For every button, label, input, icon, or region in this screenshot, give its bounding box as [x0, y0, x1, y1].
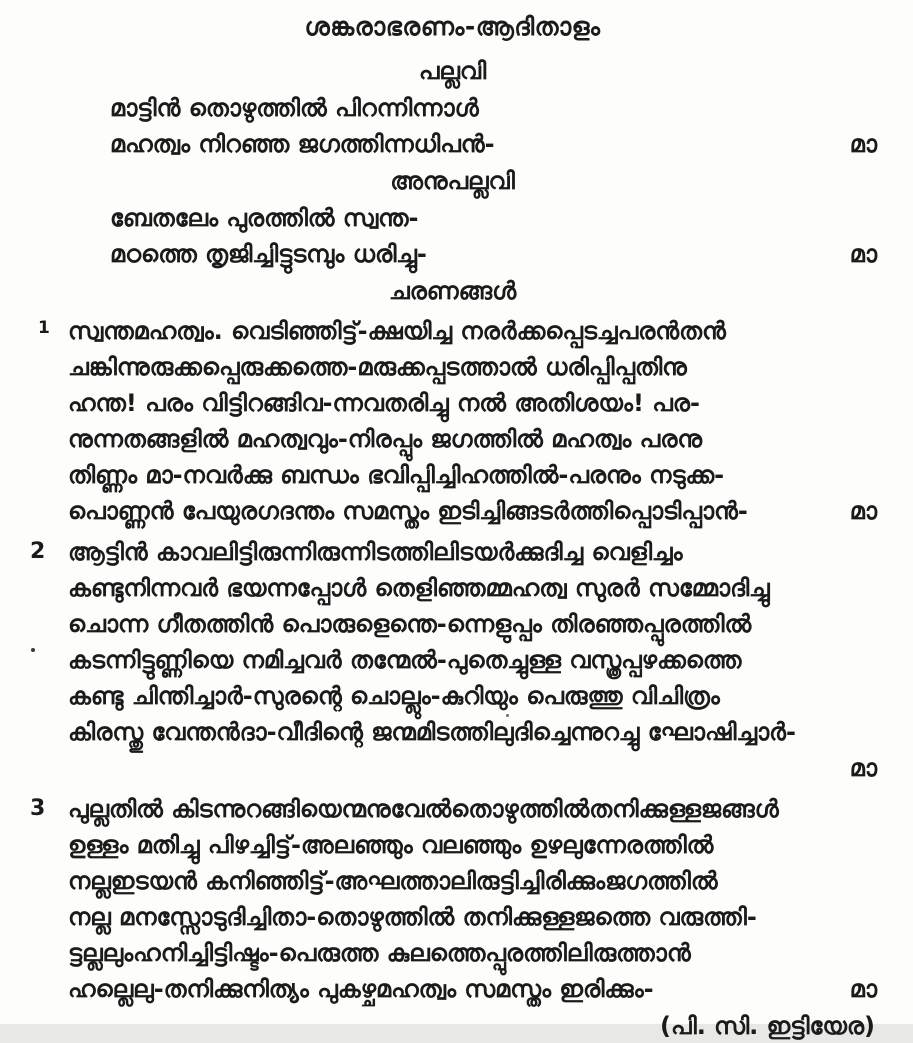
lyric-line: ഹന്ത! പരം വിട്ടിറങ്ങിവ-ന്നവതരിച്ചു നൽ അതിശയം! പര-	[68, 389, 700, 417]
lyric-line: മാട്ടിൻ തൊഴുത്തിൽ പിറന്നിന്നാൾ	[110, 94, 479, 122]
lyric-line	[110, 126, 877, 162]
lyric-line: കിരസ്തു വേന്തൻദാ-വീദിന്റെ ജന്മമിടത്തിലുദിച്ചെന്നുറച്ചു ഘോഷിച്ചാർ-	[68, 718, 796, 746]
verse-number: 1	[38, 318, 50, 338]
charanam-heading: ചരണങ്ങൾ	[388, 277, 517, 305]
verse-1	[28, 313, 877, 529]
page-title: ശങ്കരാഭരണം-ആദിതാളം	[304, 12, 601, 41]
lyric-text: മഠത്തെ തൃജിച്ചിട്ടുടമ്പും ധരിച്ചു-	[110, 240, 427, 268]
lyric-text: പൊണ്ണൻ പേയുരഗദന്തം സമസ്തം ഇടിച്ചിങ്ങടർത്തിപ്പൊടിപ്പാൻ-	[68, 497, 748, 525]
verse-number: 2	[30, 539, 46, 564]
lyric-line: ഉള്ളം മതിച്ചു പിഴച്ചിട്ട്-അലഞ്ഞും വലഞ്ഞും ഉഴലുന്നേരത്തിൽ	[68, 831, 714, 859]
lyric-line: കണ്ടുനിന്നവർ ഭയന്നപ്പോൾ തെളിഞ്ഞമ്മഹത്വ സുരർ സമ്മോദിച്ചു	[68, 574, 770, 602]
lyric-text: ഹല്ലെലു-തനിക്കുനിത്യം പുകഴ്ചമഹത്വം സമസ്തം ഇരിക്കും-	[68, 975, 654, 1003]
lyric-line: ചങ്കിന്നുരുക്കപ്പെരുക്കത്തെ-മരുക്കപ്പടത്താൽ ധരിപ്പിപ്പതിനു	[68, 353, 687, 381]
lyric-line	[68, 750, 877, 786]
verse-lines	[68, 313, 877, 529]
lyric-line: തിണ്ണം മാ-നവർക്കു ബന്ധം ഭവിപ്പിച്ചിഹത്തിൽ-പരനും നടുക്ക-	[68, 461, 725, 489]
verse-2	[28, 534, 877, 786]
scan-speck	[506, 714, 509, 717]
lyric-line: ആട്ടിൻ കാവലിട്ടിരുന്നിരുന്നിടത്തിലിടയർക്കുദിച്ച വെളിച്ചം	[68, 538, 683, 566]
refrain-marker: മാ	[849, 754, 877, 782]
lyric-line: നല്ല മനസ്സോടുദിച്ചിതാ-തൊഴുത്തിൽ തനിക്കുള്ളജത്തെ വരുത്തി-	[68, 903, 757, 931]
lyric-line: ചൊന്ന ഗീതത്തിൻ പൊരുളെന്തെ-ന്നെളുപ്പം തിരഞ്ഞപ്പുരത്തിൽ	[68, 610, 752, 638]
refrain-marker: മാ	[849, 240, 877, 268]
author-signature: (പി. സി. ഇട്ടിയേര)	[660, 1012, 875, 1040]
pallavi-heading: പല്ലവി	[418, 57, 487, 85]
lyric-line: നുന്നതങ്ങളിൽ മഹത്വവും-നിരപ്പും ജഗത്തിൽ മഹത്വം പരനു	[68, 425, 703, 453]
lyric-text: മഹത്വം നിറഞ്ഞ ജഗത്തിന്നധിപൻ-	[110, 130, 495, 158]
refrain-marker: മാ	[849, 975, 877, 1003]
lyric-line: പുല്ലതിൽ കിടന്നുറങ്ങിയെന്മനുവേൽതൊഴുത്തിൽതനിക്കുള്ളജങ്ങൾ	[68, 795, 779, 823]
lyric-line: ട്ടല്ലലുംഹനിച്ചിട്ടിഷ്ടം-പെരുത്ത കുലത്തെപ്പുരത്തിലിരുത്താൻ	[68, 939, 691, 967]
anupallavi-heading: അനുപല്ലവി	[390, 167, 515, 195]
lyric-line	[68, 493, 877, 529]
lyric-line: കണ്ടു ചിന്തിച്ചാർ-സുരന്റെ ചൊല്ലും-കുറിയും പെരുത്തു വിചിത്രം	[68, 682, 720, 710]
lyric-line: ബേതലേം പുരത്തിൽ സ്വന്ത-	[110, 204, 419, 232]
scan-speck	[31, 648, 35, 652]
lyric-line	[68, 971, 877, 1007]
pallavi-stanza	[110, 90, 877, 162]
refrain-marker: മാ	[849, 497, 877, 525]
lyric-line: സ്വന്തമഹത്വം. വെടിഞ്ഞിട്ട്-ക്ഷയിച്ച നരർക്കപ്പെടച്ചപരൻതൻ	[68, 317, 726, 345]
lyric-line	[110, 236, 877, 272]
verse-number: 3	[30, 796, 46, 821]
lyric-line: നല്ലഇടയൻ കനിഞ്ഞിട്ട്-അഘത്താലിരുട്ടിച്ചിരിക്കുംജഗത്തിൽ	[68, 867, 718, 895]
verse-3	[28, 791, 877, 1007]
verse-lines	[68, 791, 877, 1007]
lyric-line: കടന്നിട്ടുണ്ണിയെ നമിച്ചവർ തന്മേൽ-പുതെച്ചുള്ള വസ്ത്രപ്പഴക്കത്തെ	[68, 646, 742, 674]
anupallavi-stanza	[110, 200, 877, 272]
verse-lines	[68, 534, 877, 786]
refrain-marker: മാ	[849, 130, 877, 158]
